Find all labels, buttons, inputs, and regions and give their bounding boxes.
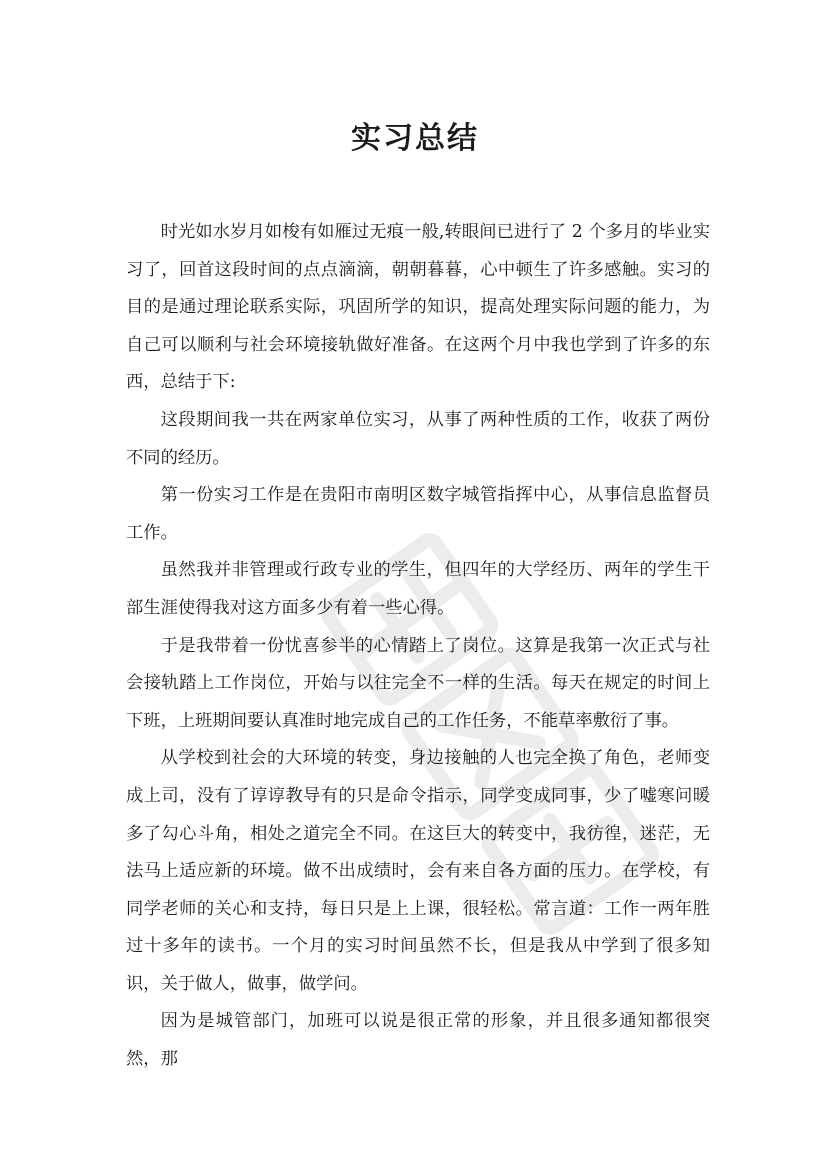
paragraph-7: 因为是城管部门，加班可以说是很正常的形象，并且很多通知都很突然，那 (126, 1011, 710, 1070)
paragraph-2: 这段期间我一共在两家单位实习，从事了两种性质的工作，收获了两份不同的经历。 (126, 409, 710, 468)
paragraph-3: 第一份实习工作是在贵阳市南明区数字城管指挥中心，从事信息监督员工作。 (126, 485, 710, 543)
paragraph-5: 于是我带着一份忧喜参半的心情踏上了岗位。这算是我第一次正式与社会接轨踏上工作岗位，开始与以往完全不一样的生活。每天在规定的时间上下班，上班期间要认真准时地完成自己的工作任务，不能草率敷衍了事。 (126, 635, 710, 731)
document-body (126, 214, 710, 1079)
paragraph-4: 虽然我并非管理或行政专业的学生，但四年的大学经历、两年的学生干部生涯使得我对这方面多少有着一些心得。 (126, 560, 710, 618)
page-title: 实习总结 (351, 121, 479, 156)
paragraph-1: 时光如水岁月如梭有如雁过无痕一般,转眼间已进行了 2 个多月的毕业实习了，回首这段时间的点点滴滴，朝朝暮暮，心中顿生了许多感触。实习的目的是通过理论联系实际，巩固所学的知识，提高处理实际问题的能力，为自己可以顺利与社会环境接轨做好准备。在这两个月中我也学到了许多的东西，总结于下: (126, 222, 710, 393)
paragraph-6: 从学校到社会的大环境的转变，身边接触的人也完全换了角色，老师变成上司，没有了谆谆教导有的只是命令指示，同学变成同事，少了嘘寒问暖多了勾心斗角，相处之道完全不同。在这巨大的转变中，我彷徨，迷茫，无法马上适应新的环境。做不出成绩时，会有来自各方面的压力。在学校，有同学老师的关心和支持，每日只是上上课，很轻松。常言道：工作一两年胜过十多年的读书。一个月的实习时间虽然不长，但是我从中学到了很多知识，关于做人，做事，做学问。 (126, 748, 710, 994)
